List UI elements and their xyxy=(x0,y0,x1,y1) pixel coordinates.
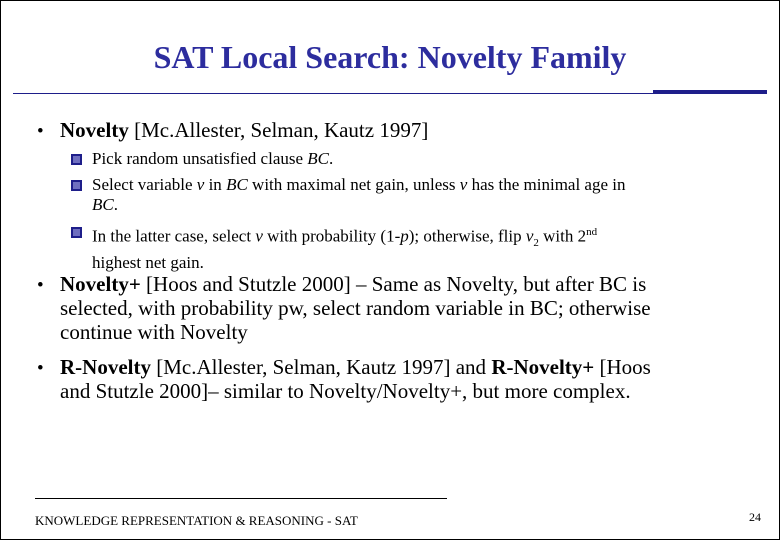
term-novelty-plus: Novelty+ xyxy=(60,272,141,296)
text: has the minimal age in xyxy=(467,175,626,194)
bullet-dot-icon: • xyxy=(37,275,44,296)
superscript: nd xyxy=(586,226,598,238)
text: highest net gain. xyxy=(92,253,204,273)
text: . xyxy=(329,149,334,168)
text: with maximal net gain, unless xyxy=(247,175,460,194)
square-bullet-icon xyxy=(71,227,82,238)
text-bc: BC xyxy=(226,175,248,194)
text-v: v xyxy=(196,175,205,194)
bullet-novelty xyxy=(37,118,760,142)
sub-bullet-3 xyxy=(92,222,732,273)
text-bc: BC xyxy=(92,195,114,214)
text-v: v xyxy=(459,175,468,194)
citation: [Mc.Allester, Selman, Kautz 1997] xyxy=(128,118,429,142)
text: selected, with probability pw, select random variable in BC; otherwise xyxy=(60,296,651,320)
text-bc: BC xyxy=(307,149,330,168)
text: [Mc.Allester, Selman, Kautz 1997] and xyxy=(150,355,492,379)
text: continue with Novelty xyxy=(60,320,248,344)
text: with 2 xyxy=(538,226,587,246)
term-r-novelty: R-Novelty xyxy=(60,355,151,379)
text-v: v xyxy=(525,226,534,246)
bullet-dot-icon: • xyxy=(37,121,44,142)
text: Select variable xyxy=(92,175,197,194)
text: and Stutzle 2000]– similar to Novelty/Novelty+, but more complex. xyxy=(60,379,631,403)
page-number: 24 xyxy=(749,510,761,524)
text: . xyxy=(113,195,118,214)
text: with probability (1- xyxy=(262,226,401,246)
square-bullet-icon xyxy=(71,154,82,165)
bullet-r-novelty xyxy=(37,355,760,403)
text: In the latter case, select xyxy=(92,226,256,246)
text: ); otherwise, flip xyxy=(408,226,526,246)
slide-title: SAT Local Search: Novelty Family xyxy=(153,39,627,75)
text: [Hoos and Stutzle 2000] – Same as Novelty, but after BC is xyxy=(140,272,647,296)
sub-bullet-2 xyxy=(92,175,732,215)
text-v: v xyxy=(255,226,263,246)
term-r-novelty-plus: R-Novelty+ xyxy=(491,355,595,379)
text: [Hoos xyxy=(594,355,651,379)
footer: KNOWLEDGE REPRESENTATION & REASONING - SAT xyxy=(35,498,447,529)
sub-bullet-1 xyxy=(92,149,732,169)
text-p: p xyxy=(400,226,409,246)
bullet-dot-icon: • xyxy=(37,358,44,379)
bullet-novelty-plus xyxy=(37,272,760,344)
text: Pick random unsatisfied clause xyxy=(92,149,308,168)
text: in xyxy=(204,175,227,194)
title-divider-accent xyxy=(653,90,767,94)
subscript: 2 xyxy=(533,237,539,250)
term-novelty: Novelty xyxy=(60,118,129,142)
square-bullet-icon xyxy=(71,180,82,191)
